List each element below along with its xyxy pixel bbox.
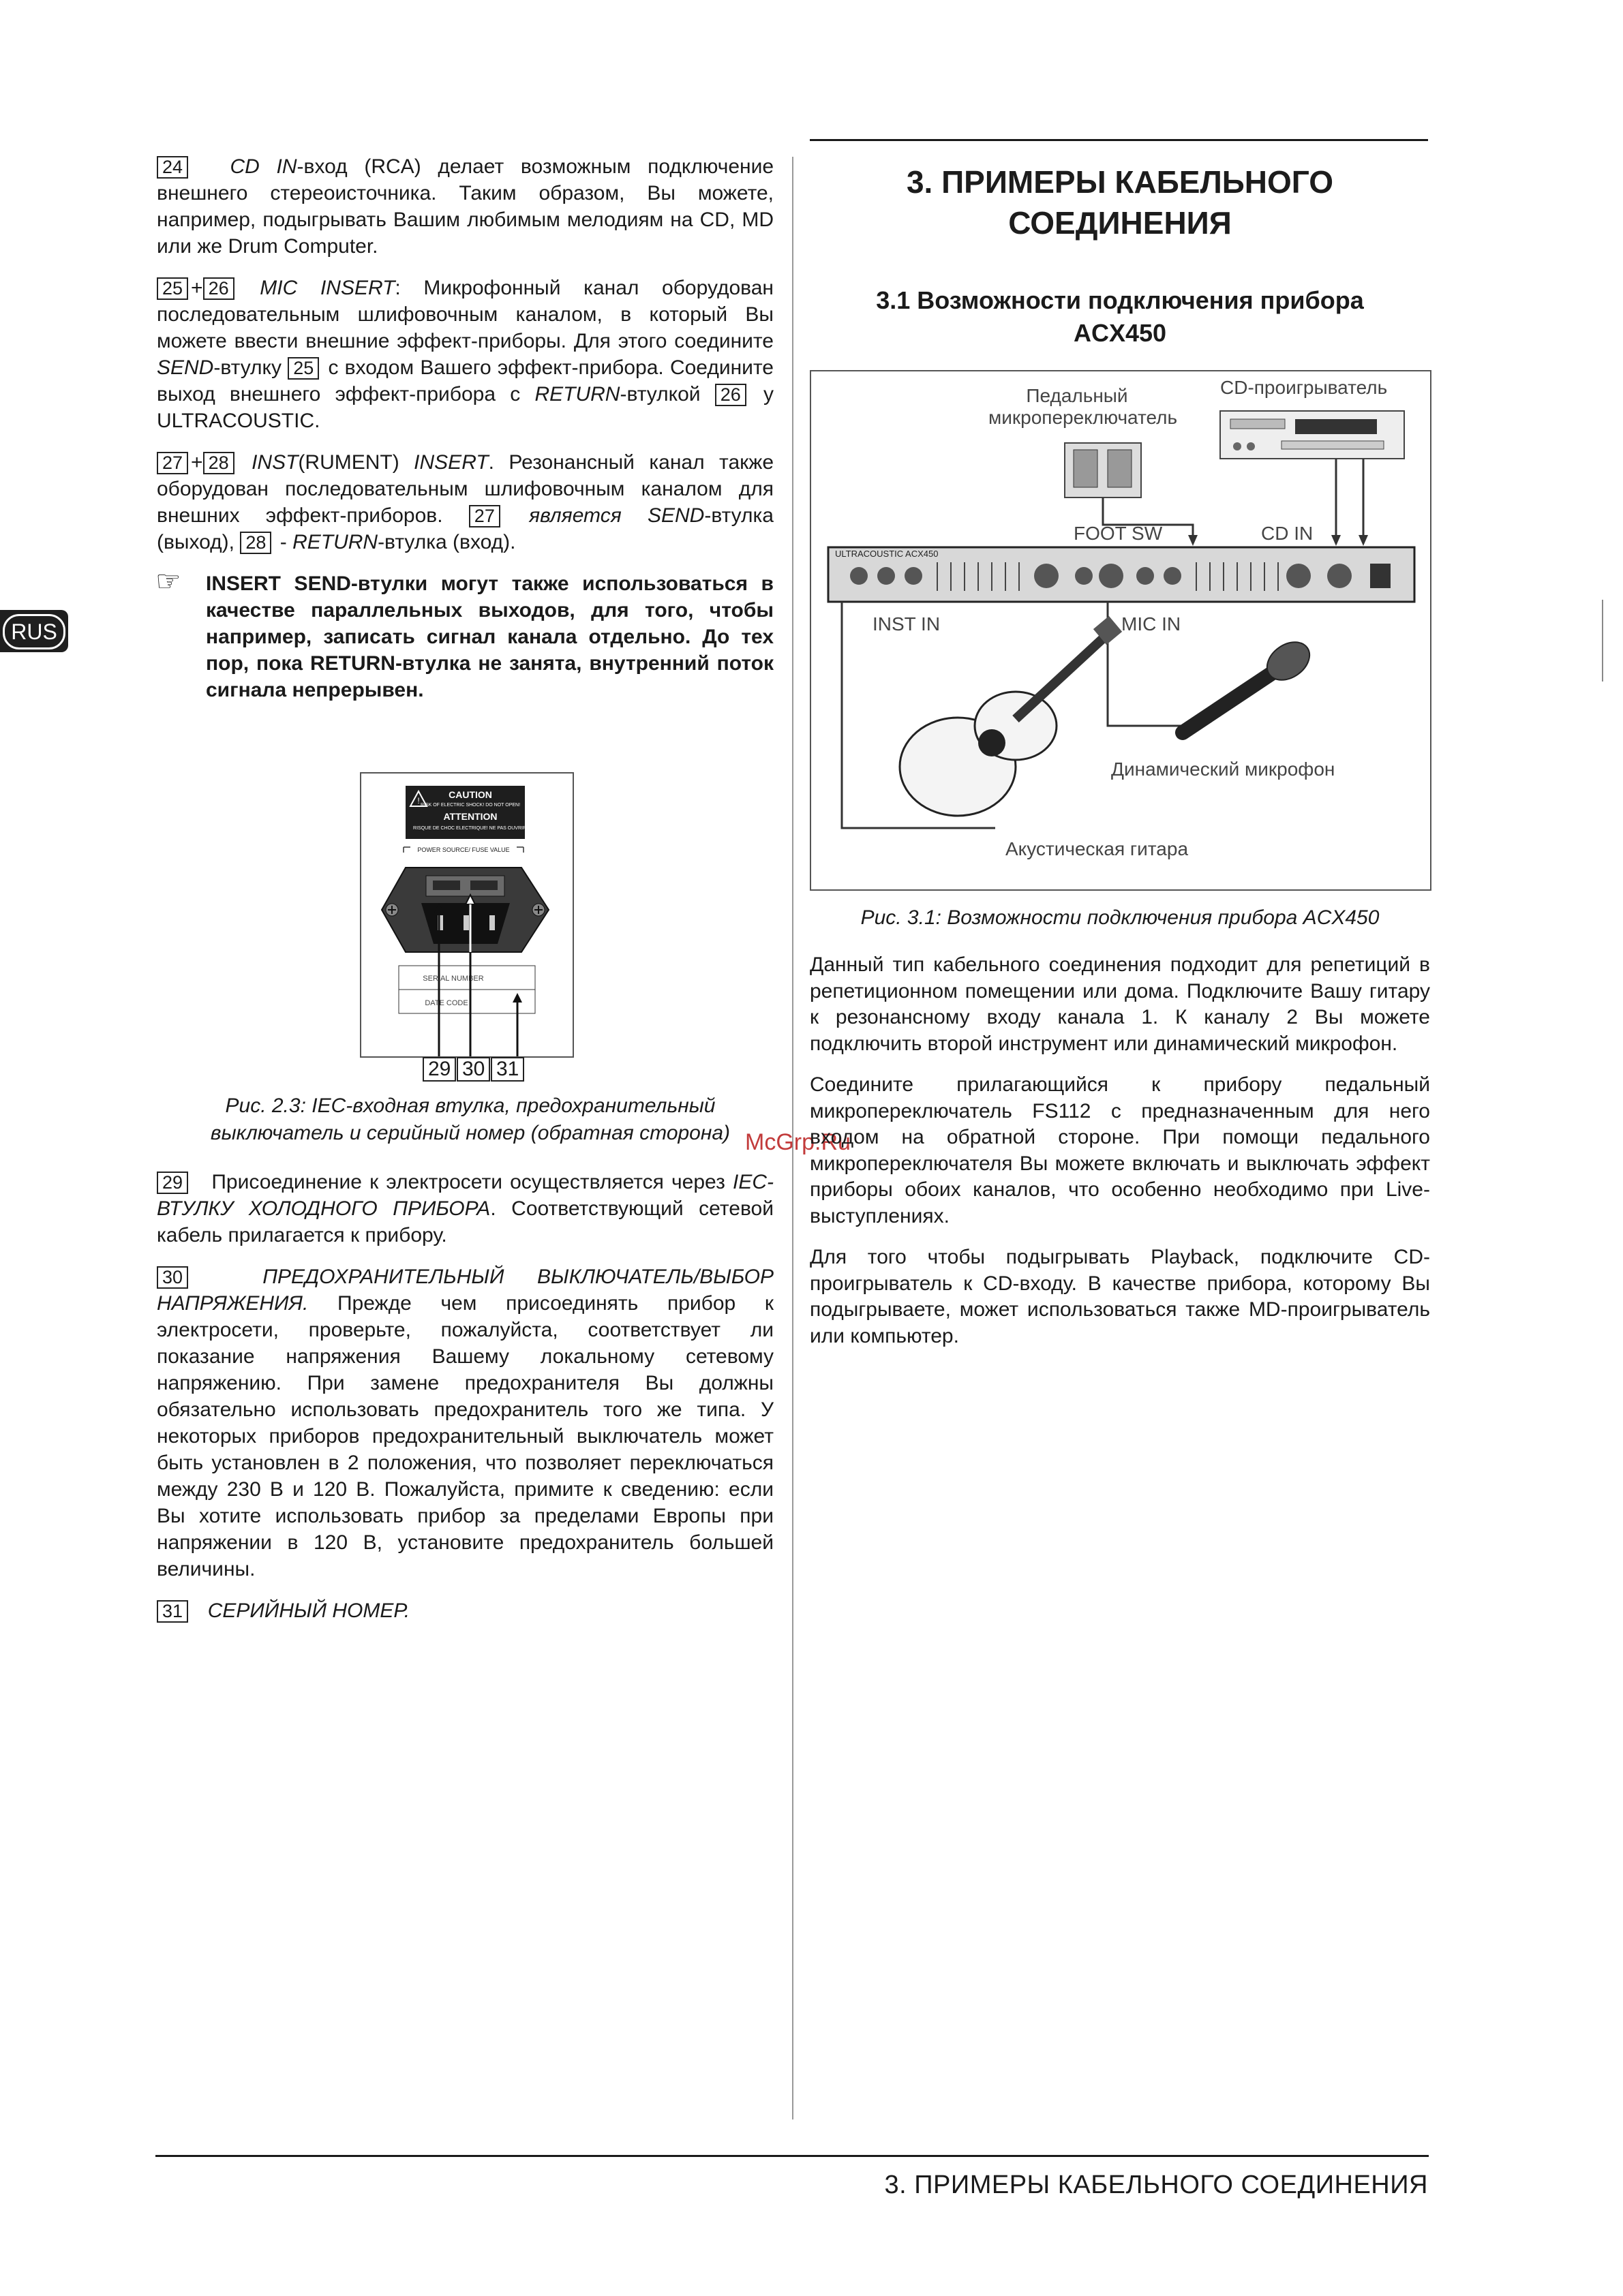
item-text: : Микрофонный канал оборудован последовательным шлифовочным каналом, в который Вы можете ввести внешние эффект-приборы. Для этого соедините bbox=[157, 277, 774, 352]
item-text: -вход (RCA) делает возможным подключение внешнего стереоисточника. Таким образом, Вы можете, например, подыгрывать Вашим любимым мелодиям на CD, MD или же Drum Computer. bbox=[157, 155, 774, 258]
item-term: RETURN bbox=[292, 531, 378, 553]
ref-box: 28 bbox=[203, 452, 234, 474]
item-text: -втулкой bbox=[620, 383, 715, 405]
attention-sub: RISQUE DE CHOC ELECTRIQUE! NE PAS OUVRIR! bbox=[413, 826, 528, 831]
ref-box: 30 bbox=[157, 1266, 188, 1289]
item-text: -втулка (выход), bbox=[157, 504, 774, 553]
device-brand: ULTRACOUSTIC ACX450 bbox=[835, 549, 939, 559]
item-30 bbox=[157, 1264, 774, 1582]
item-title: MIC INSERT bbox=[260, 277, 395, 299]
mic-in-label: MIC IN bbox=[1121, 613, 1181, 634]
caution-text: CAUTION bbox=[449, 789, 492, 800]
pointing-hand-icon: ☞ bbox=[155, 565, 181, 597]
plus-sign: + bbox=[191, 451, 203, 474]
item-text: . Соответствующий сетевой кабель прилагается к прибору. bbox=[157, 1197, 774, 1246]
item-title: (RUMENT) bbox=[298, 451, 414, 474]
callout-30: 30 bbox=[457, 1057, 490, 1082]
item-text: является bbox=[502, 504, 648, 527]
callout-31: 31 bbox=[491, 1057, 524, 1082]
item-title: CD IN bbox=[230, 155, 297, 178]
ref-box: 24 bbox=[157, 156, 188, 179]
item-31 bbox=[157, 1597, 774, 1624]
item-title: IEC-ВТУЛКУ ХОЛОДНОГО ПРИБОРА bbox=[157, 1171, 774, 1220]
left-column-lower bbox=[157, 1169, 774, 1639]
language-tab bbox=[0, 610, 68, 652]
item-25-26 bbox=[157, 275, 774, 434]
language-tab-label: RUS bbox=[3, 614, 65, 649]
left-column bbox=[157, 153, 774, 731]
item-term: SEND bbox=[157, 356, 214, 379]
top-rule bbox=[810, 139, 1428, 141]
note-text: INSERT SEND-втулки могут также использоваться в качестве параллельных выходов, для того, чтобы например, записать сигнал канала отдельно. До тех пор, пока RETURN-втулка не занята, внутренний поток сигнала непрерывен. bbox=[206, 572, 774, 701]
cd-player-label: CD-проигрыватель bbox=[1220, 377, 1388, 398]
ref-box: 27 bbox=[157, 452, 188, 474]
item-text: . Резонансный канал также оборудован последовательным шлифовочным каналом для внешних эффект-приборов. bbox=[157, 451, 774, 527]
item-text: с входом Вашего эффект-прибора. Соедините выход внешнего эффект-прибора с bbox=[157, 356, 774, 405]
page-edge-mark bbox=[1602, 600, 1610, 682]
power-source-label: POWER SOURCE/ FUSE VALUE bbox=[417, 846, 510, 853]
subsection-heading: 3.1 Возможности подключения прибора ACX450 bbox=[876, 286, 1364, 347]
item-text: у ULTRACOUSTIC. bbox=[157, 383, 774, 432]
inst-in-label: INST IN bbox=[873, 613, 941, 634]
item-term: SEND bbox=[647, 504, 705, 527]
item-text: Прежде чем присоединять прибор к электросети, проверьте, пожалуйста, соответствует ли показание напряжения Вашему локальному сетевому напряжению. При замене предохранителя Вы должны обязательно использовать предохранитель того же типа. У некоторых приборов предохранительный выключатель может быть установлен в 2 положения, что позволяет переключаться между 230 В и 120 В. Пожалуйста, примите к сведению: если Вы хотите использовать прибор за пределами Европы при напряжении в 120 В, установите предохранитель большей величины. bbox=[157, 1292, 774, 1580]
callout-29: 29 bbox=[423, 1057, 456, 1082]
item-text: -втулку bbox=[213, 356, 288, 379]
ref-box: 27 bbox=[469, 505, 500, 527]
watermark: McGrp.Ru bbox=[745, 1129, 851, 1155]
ref-box: 25 bbox=[157, 277, 188, 300]
mic-label: Динамический микрофон bbox=[1111, 759, 1335, 780]
cd-in-label: CD IN bbox=[1261, 523, 1314, 544]
iec-socket-drawing bbox=[361, 774, 573, 1056]
pedal-label: Педальный микропереключатель bbox=[988, 385, 1178, 428]
paragraph-2: Соедините прилагающийся к прибору педальный микропереключатель FS112 с предназначенным для него входом на обратной стороне. При помощи педального микропереключателя Вы можете включать и выключать эффект приборы обоих каналов, что особенно необходимо при Live-выступлениях. bbox=[810, 1073, 1430, 1227]
iec-socket-figure bbox=[360, 772, 574, 1058]
item-27-28 bbox=[157, 449, 774, 555]
attention-text: ATTENTION bbox=[443, 811, 498, 822]
ref-box: 25 bbox=[288, 357, 319, 380]
plus-sign: + bbox=[191, 277, 203, 299]
item-term: RETURN bbox=[534, 383, 620, 405]
item-29 bbox=[157, 1169, 774, 1249]
date-code-label: DATE CODE bbox=[425, 999, 468, 1007]
bottom-rule bbox=[155, 2155, 1429, 2157]
figure-3-1-caption: Рис. 3.1: Возможности подключения прибора ACX450 bbox=[860, 906, 1380, 929]
ref-box: 31 bbox=[157, 1600, 188, 1623]
item-text: - bbox=[274, 531, 293, 553]
item-title: СЕРИЙНЫЙ НОМЕР. bbox=[207, 1599, 410, 1622]
page-footer: 3. ПРИМЕРЫ КАБЕЛЬНОГО СОЕДИНЕНИЯ bbox=[884, 2171, 1428, 2199]
caution-sub: RISK OF ELECTRIC SHOCK! DO NOT OPEN! bbox=[420, 803, 521, 808]
ref-box: 26 bbox=[203, 277, 234, 300]
note bbox=[155, 565, 774, 703]
right-column bbox=[810, 153, 1430, 1364]
paragraph-3: Для того чтобы подыгрывать Playback, подключите CD-проигрыватель к CD-входу. В качестве прибора, которому Вы подыгрываете, может использоваться также MD-проигрыватель или компьютер. bbox=[810, 1246, 1430, 1347]
ref-box: 26 bbox=[715, 384, 746, 406]
item-text: -втулка (вход). bbox=[378, 531, 516, 553]
item-24 bbox=[157, 153, 774, 260]
item-title: ПРЕДОХРАНИТЕЛЬНЫЙ ВЫКЛЮЧАТЕЛЬ/ВЫБОР НАПРЯЖЕНИЯ. bbox=[157, 1266, 774, 1315]
item-text: Присоединение к электросети осуществляется через bbox=[211, 1171, 733, 1193]
figure-2-3-caption: Рис. 2.3: IEC-входная втулка, предохранительный выключатель и серийный номер (обратная сторона) bbox=[210, 1095, 731, 1144]
svg-text:!: ! bbox=[417, 796, 420, 806]
item-title: INSERT bbox=[414, 451, 489, 474]
connection-diagram bbox=[810, 370, 1431, 891]
ref-box: 28 bbox=[240, 532, 271, 554]
foot-sw-label: FOOT SW bbox=[1074, 523, 1163, 544]
paragraph-1: Данный тип кабельного соединения подходит для репетиций в репетиционном помещении или дома. Подключите Вашу гитару к резонансному входу канала 1. К каналу 2 Вы можете подключить второй инструмент или динамический микрофон. bbox=[810, 953, 1430, 1055]
iec-callouts bbox=[423, 1057, 525, 1084]
serial-number-label: SERIAL NUMBER bbox=[423, 975, 484, 983]
item-title: INST bbox=[252, 451, 299, 474]
ref-box: 29 bbox=[157, 1172, 188, 1194]
guitar-label: Акустическая гитара bbox=[1005, 838, 1189, 859]
section-heading: 3. ПРИМЕРЫ КАБЕЛЬНОГО СОЕДИНЕНИЯ bbox=[906, 164, 1334, 241]
